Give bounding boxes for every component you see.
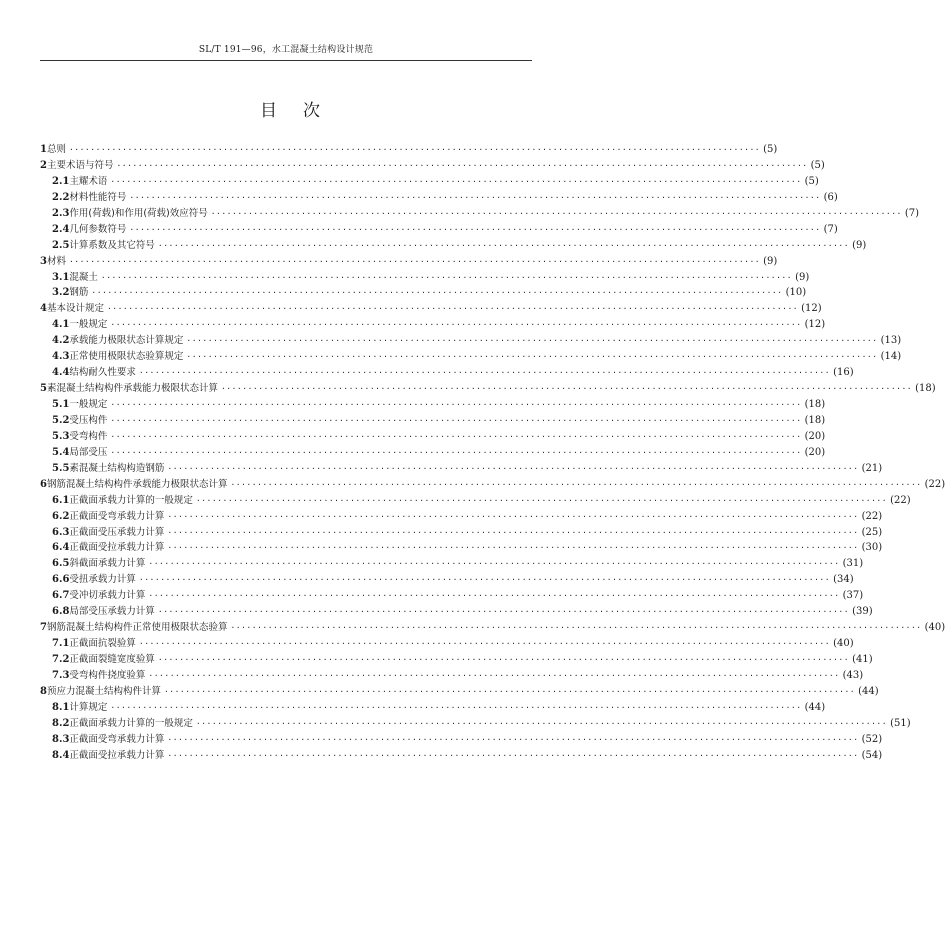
toc-leader-dots: ·································································································································· [157,240,850,250]
toc-entry[interactable] [40,620,945,636]
toc-entry[interactable] [40,349,902,365]
toc-entry-title: 主要术语与符号 [46,159,114,171]
toc-entry-number: 5.3 [52,430,70,442]
toc-leader-dots: ·································································································································· [138,575,831,585]
toc-leader-dots: ·································································································································· [68,256,761,266]
header-rule [40,60,532,61]
toc-entry[interactable] [40,668,864,684]
title-char-2: 次 [303,101,320,121]
toc-entry-page: (13) [880,335,902,347]
toc-entry-page: (31) [842,558,864,570]
toc-leader-dots: ·································································································································· [91,288,783,298]
toc-entry[interactable] [40,206,920,222]
toc-entry-page: (5) [804,175,819,187]
toc-leader-dots: ·································································································································· [129,224,821,234]
toc-entry[interactable] [40,429,826,445]
toc-entry-page: (9) [852,239,867,251]
toc-leader-dots: ·································································································································· [110,415,802,425]
toc-entry[interactable] [40,461,883,477]
toc-leader-dots: ·································································································································· [163,686,856,696]
toc-leader-dots: ·································································································································· [110,702,802,712]
running-header: SL/T 191—96，水工混凝土结构设计规范 [198,45,374,55]
toc-entry-title: 正截面受弯承载力计算 [69,733,165,745]
toc-entry-number: 5.4 [52,446,70,458]
toc-entry[interactable] [40,397,826,413]
toc-leader-dots: ·································································································································· [148,591,840,601]
toc-entry-number: 1 [40,144,47,155]
toc-entry[interactable] [40,365,854,381]
toc-leader-dots: ·································································································································· [167,750,859,760]
toc-entry-number: 6.2 [52,510,70,522]
toc-entry[interactable] [40,732,883,748]
toc-entry-number: 6.7 [52,590,70,602]
toc-entry-page: (21) [861,462,883,474]
toc-leader-dots: ·································································································································· [186,336,878,346]
toc-entry-title: 结构耐久性要求 [69,367,136,379]
toc-entry[interactable] [40,525,883,541]
toc-entry-title: 一般规定 [69,399,108,410]
toc-entry-title: 主耀术语 [69,175,108,187]
toc-leader-dots: ·································································································································· [116,160,808,170]
toc-entry-page: (20) [804,446,826,458]
toc-entry-page: (44) [858,685,879,697]
toc-entry-title: 钢筋混凝土结构构件承载能力极限状态计算 [46,478,228,490]
toc-entry-number: 6.4 [52,542,70,554]
toc-leader-dots: ·································································································································· [230,479,922,489]
toc-leader-dots: ·································································································································· [110,176,802,186]
toc-entry-number: 4.4 [52,367,70,379]
toc-entry-page: (12) [801,303,822,315]
toc-entry-page: (12) [804,319,826,331]
toc-entry-page: (52) [861,733,883,745]
toc-leader-dots: ·································································································································· [186,352,878,362]
toc-entry-page: (43) [842,669,864,681]
toc-entry-number: 6.3 [52,526,70,538]
toc-entry-page: (18) [804,399,826,410]
toc-entry-title: 预应力混凝土结构构件计算 [46,685,161,697]
toc-entry-title: 斜截面承载力计算 [69,558,146,570]
toc-entry[interactable] [40,700,826,716]
toc-entry-page: (18) [804,414,826,426]
toc-entry-title: 正截面承载力计算的一般规定 [69,494,193,506]
toc-entry-title: 几何参数符号 [69,223,127,235]
toc-entry-title: 正截面裂缝宽度验算 [69,654,155,665]
toc-entry-number: 6.1 [52,494,70,506]
toc-entry-number: 4.2 [52,335,70,347]
toc-entry[interactable] [40,556,864,572]
toc-leader-dots: ·································································································································· [110,447,802,457]
toc-entry[interactable] [40,190,838,206]
toc-entry-title: 计算规定 [69,701,108,713]
toc-entry-number: 7 [40,622,47,634]
toc-entry-number: 3 [40,255,47,267]
toc-leader-dots: ·································································································································· [167,463,859,473]
toc-entry-number: 6.6 [52,574,70,586]
toc-leader-dots: ·································································································································· [138,639,831,649]
toc-entry[interactable] [40,174,819,190]
toc-entry-number: 4.1 [52,319,70,331]
toc-leader-dots: ·································································································································· [167,734,859,744]
toc-entry-number: 6.5 [52,558,70,570]
toc-entry[interactable] [40,270,810,286]
toc-entry-page: (25) [861,526,883,538]
table-of-contents [40,142,945,764]
toc-entry-page: (20) [804,430,826,442]
toc-leader-dots: ·································································································································· [68,145,761,154]
toc-entry-number: 8.3 [52,733,70,745]
toc-leader-dots: ·································································································································· [167,511,859,521]
toc-entry-page: (18) [915,383,936,395]
toc-entry-number: 2.3 [52,207,70,219]
toc-leader-dots: ·································································································································· [148,559,840,569]
toc-entry-number: 3.2 [52,287,70,299]
toc-entry-page: (41) [852,654,873,665]
toc-entry[interactable] [40,684,879,700]
toc-entry[interactable] [40,222,838,238]
toc-entry-title: 受冲切承载力计算 [69,590,146,602]
toc-entry-number: 5.1 [52,399,70,410]
toc-entry[interactable] [40,301,822,317]
toc-entry-page: (37) [842,590,864,602]
toc-entry-title: 正截面抗裂验算 [69,638,136,650]
toc-entry-number: 3.1 [52,271,70,283]
toc-entry[interactable] [40,652,873,668]
toc-entry-title: 混凝土 [69,271,98,283]
toc-entry-page: (14) [880,351,902,363]
toc-entry[interactable] [40,588,864,604]
toc-entry-title: 一般规定 [69,319,108,331]
toc-entry-title: 正截面受压承载力计算 [69,526,165,538]
toc-entry-title: 受弯构件 [69,430,108,442]
toc-leader-dots: ·································································································································· [195,718,888,728]
toc-entry-page: (40) [833,638,854,650]
toc-entry-title: 受扭承载力计算 [69,574,136,586]
toc-entry[interactable] [40,381,936,397]
toc-entry-title: 承载能力极限状态计算规定 [69,335,184,347]
toc-leader-dots: ·································································································································· [195,495,888,505]
toc-entry-number: 8 [40,685,47,697]
toc-entry-page: (7) [823,223,838,235]
toc-entry-number: 8.4 [52,749,70,761]
toc-leader-dots: ·································································································································· [167,527,859,537]
toc-entry-number: 5.5 [52,462,70,474]
toc-entry[interactable] [40,477,945,493]
toc-leader-dots: ·································································································································· [167,543,859,553]
toc-entry-number: 4.3 [52,351,70,363]
toc-entry-page: (54) [861,749,883,761]
toc-entry-page: (51) [890,717,911,729]
toc-leader-dots: ·································································································································· [110,320,802,330]
toc-entry-number: 2.1 [52,175,70,187]
toc-entry-page: (34) [833,574,854,586]
toc-entry-title: 局部受压承载力计算 [69,606,155,618]
toc-entry-title: 正截面受拉承载力计算 [69,749,165,761]
toc-leader-dots: ·································································································································· [210,208,902,218]
toc-entry-page: (6) [823,191,838,203]
toc-entry-title: 受压构件 [69,414,108,426]
toc-entry-page: (7) [904,207,920,219]
toc-entry-page: (10) [785,287,807,299]
toc-leader-dots: ·································································································································· [138,368,831,378]
toc-entry-title: 基本设计规定 [46,303,104,315]
toc-entry[interactable] [40,493,911,509]
toc-entry-page: (22) [890,494,911,506]
toc-entry-title: 素混凝土结构构件承载能力极限状态计算 [46,383,218,395]
toc-entry-page: (16) [833,367,854,379]
toc-entry-page: (22) [924,478,945,490]
toc-entry-number: 2.4 [52,223,70,235]
toc-entry[interactable] [40,604,873,620]
toc-entry-title: 正截面受拉承载力计算 [69,542,165,554]
toc-leader-dots: ·································································································································· [157,655,850,664]
toc-entry[interactable] [40,158,825,174]
toc-entry-title: 材料 [46,255,66,267]
toc-entry-number: 5.2 [52,414,70,426]
toc-entry[interactable] [40,238,867,254]
toc-entry-page: (30) [861,542,883,554]
toc-entry-page: (22) [861,510,883,522]
toc-leader-dots: ·································································································································· [106,304,799,314]
toc-entry-number: 7.1 [52,638,70,650]
toc-entry-page: (40) [924,622,945,634]
toc-entry-page: (9) [763,255,778,267]
toc-entry-title: 钢筋混凝土结构构件正常使用极限状态验算 [46,622,228,634]
toc-entry-number: 7.3 [52,669,70,681]
toc-leader-dots: ·································································································································· [220,384,913,394]
toc-entry[interactable] [40,285,807,301]
toc-entry-title: 计算系数及其它符号 [69,239,155,251]
toc-leader-dots: ·································································································································· [110,431,802,441]
toc-entry[interactable] [40,317,826,333]
toc-leader-dots: ·································································································································· [148,670,840,680]
toc-leader-dots: ·································································································································· [230,623,922,633]
toc-entry-page: (39) [852,606,873,618]
toc-entry-title: 正截面承载力计算的一般规定 [69,717,193,729]
toc-entry-title: 钢筋 [69,287,89,299]
toc-entry-number: 7.2 [52,654,70,665]
toc-entry-page: (5) [763,144,778,155]
toc-leader-dots: ·································································································································· [110,400,802,409]
toc-entry[interactable] [40,413,826,429]
toc-leader-dots: ·································································································································· [100,272,793,282]
toc-entry-title: 作用(荷载)和作用(荷载)效应符号 [69,207,208,219]
toc-entry-title: 局部受压 [69,446,108,458]
toc-entry-number: 2.2 [52,191,70,203]
title-char-1: 目 [260,101,277,121]
toc-entry-number: 8.1 [52,701,70,713]
toc-entry[interactable] [40,636,854,652]
toc-entry-number: 8.2 [52,717,70,729]
toc-entry-page: (44) [804,701,826,713]
toc-entry[interactable] [40,540,883,556]
toc-entry[interactable] [40,748,883,764]
toc-entry[interactable] [40,254,778,270]
toc-entry-page: (5) [810,159,825,171]
toc-entry[interactable] [40,333,902,349]
page-title [0,96,580,121]
toc-entry[interactable] [40,716,911,732]
toc-entry-title: 受弯构件挠度验算 [69,669,146,681]
toc-entry-title: 正常使用极限状态验算规定 [69,351,184,363]
toc-entry[interactable] [40,142,778,158]
toc-entry-title: 材料性能符号 [69,191,127,203]
toc-entry[interactable] [40,572,854,588]
toc-entry-number: 6 [40,478,47,490]
toc-leader-dots: ·································································································································· [129,192,821,202]
toc-entry-number: 6.8 [52,606,70,618]
toc-entry[interactable] [40,445,826,461]
toc-entry-number: 2.5 [52,239,70,251]
toc-entry-title: 总则 [46,144,66,155]
toc-entry[interactable] [40,509,883,525]
toc-entry-title: 正截面受弯承载力计算 [69,510,165,522]
toc-entry-number: 4 [40,303,47,315]
toc-leader-dots: ·································································································································· [157,607,850,617]
toc-entry-number: 2 [40,159,47,171]
toc-entry-page: (9) [795,271,810,283]
toc-entry-number: 5 [40,383,47,395]
toc-entry-title: 素混凝土结构构造钢筋 [69,462,165,474]
